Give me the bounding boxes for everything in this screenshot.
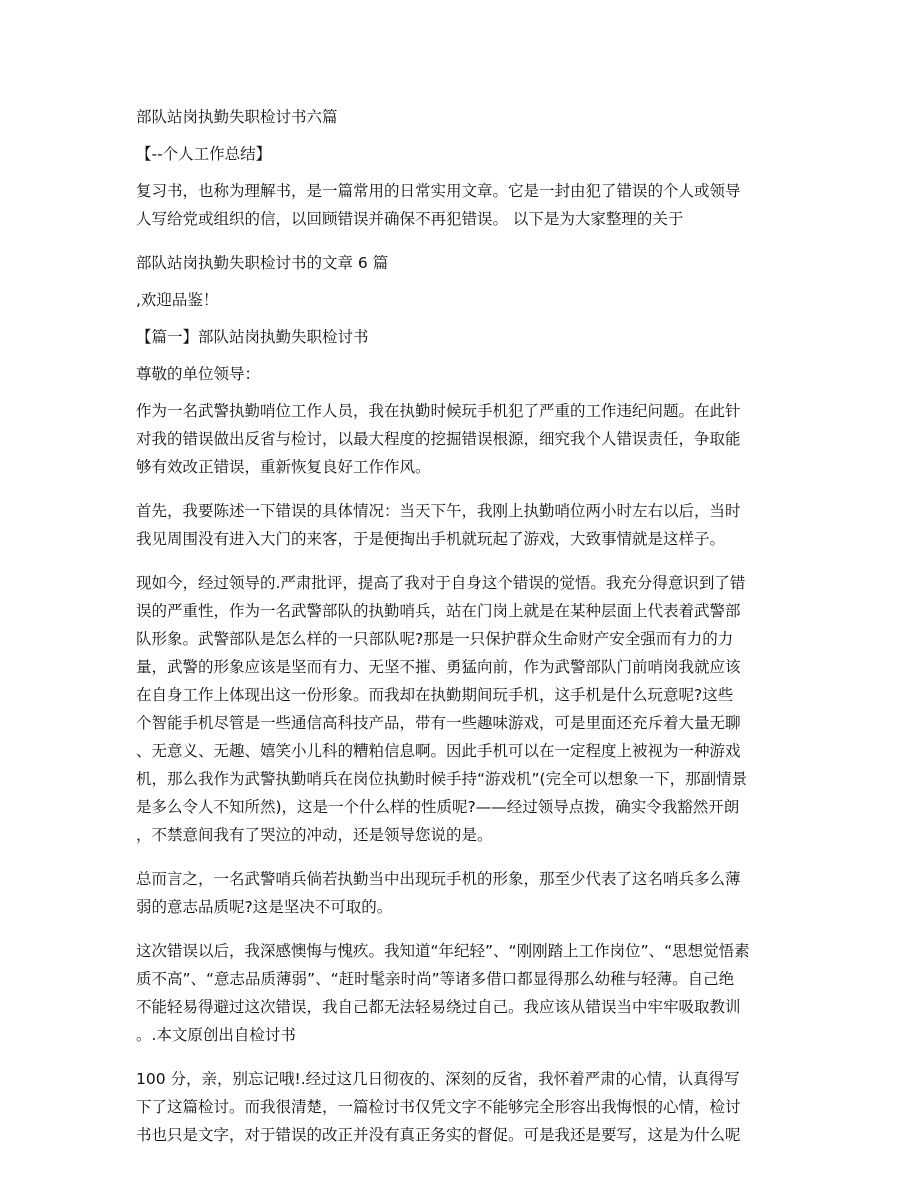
- paragraph-line: 量，武警的形象应该是坚而有力、无坚不摧、勇猛向前，作为武警部队门前哨岗我就应该: [136, 658, 741, 676]
- paragraph-line: 对我的错误做出反省与检讨，以最大程度的挖掘错误根源，细究我个人错误责任，争取能: [136, 430, 741, 448]
- section-title: 【篇一】部队站岗执勤失职检讨书: [136, 328, 369, 346]
- paragraph-line: 书也只是文字，对于错误的改正并没有真正务实的督促。可是我还是要写，这是为什么呢: [136, 1126, 741, 1144]
- paragraph-line: 总而言之，一名武警哨兵倘若执勤当中出现玩手机的形象，那至少代表了这名哨兵多么薄: [136, 870, 741, 888]
- document-title: 部队站岗执勤失职检讨书六篇: [136, 108, 338, 126]
- category-tag: 【--个人工作总结】: [136, 145, 272, 163]
- paragraph-line: 100 分，亲，别忘记哦!.经过这几日彻夜的、深刻的反省，我怀着严肃的心情，认真得写: [136, 1070, 740, 1088]
- paragraph-line: 现如今，经过领导的.严肃批评，提高了我对于自身这个错误的觉悟。我充分得意识到了错: [136, 574, 746, 592]
- body-paragraph: [136, 937, 786, 1049]
- paragraph-line: 这次错误以后，我深感懊悔与愧疚。我知道“年纪轻”、“刚刚踏上工作岗位”、“思想觉悟素: [136, 942, 750, 960]
- paragraph-line: 机，那么我作为武警执勤哨兵在岗位执勤时候手持“游戏机”(完全可以想象一下，那副情景: [136, 770, 748, 788]
- paragraph-line: 作为一名武警执勤哨位工作人员，我在执勤时候玩手机犯了严重的工作违纪问题。在此针: [136, 402, 741, 420]
- body-paragraph: [136, 497, 786, 553]
- paragraph-line: 误的严重性，作为一名武警部队的执勤哨兵，站在门岗上就是在某种层面上代表着武警部: [136, 602, 741, 620]
- paragraph-line: 质不高”、“意志品质薄弱”、“赶时髦亲时尚”等诸多借口都显得那么幼稚与轻薄。自己绝: [136, 970, 735, 988]
- paragraph-line: 不能轻易得避过这次错误，我自己都无法轻易绕过自己。我应该从错误当中牢牢吸取教训: [136, 998, 741, 1016]
- paragraph-line: 个智能手机尽管是一些通信高科技产品，带有一些趣味游戏，可是里面还充斥着大量无聊: [136, 714, 741, 732]
- paragraph-line: 下了这篇检讨。而我很清楚，一篇检讨书仅凭文字不能够完全形容出我悔恨的心情，检讨: [136, 1098, 741, 1116]
- document-page: [136, 103, 786, 1165]
- body-paragraph: [136, 569, 786, 849]
- body-paragraph: [136, 397, 786, 481]
- salutation: 尊敬的单位领导：: [136, 365, 261, 383]
- paragraph-line: 首先，我要陈述一下错误的具体情况：当天下午，我刚上执勤哨位两小时左右以后，当时: [136, 502, 741, 520]
- paragraph-line: 。.本文原创出自检讨书: [136, 1026, 296, 1044]
- paragraph-line: 是多么令人不知所然)，这是一个什么样的性质呢?——经过领导点拨，确实令我豁然开朗: [136, 798, 740, 816]
- intro-paragraph: [136, 177, 786, 233]
- intro-line: 人写给党或组织的信，以回顾错误并确保不再犯错误。 以下是为大家整理的关于: [136, 210, 684, 228]
- paragraph-line: 够有效改正错误，重新恢复良好工作作风。: [136, 458, 431, 476]
- paragraph-line: ，不禁意间我有了哭泣的冲动，还是领导您说的是。: [136, 826, 493, 844]
- welcome-text: ,欢迎品鉴！: [136, 291, 219, 309]
- paragraph-line: 、无意义、无趣、嬉笑小儿科的糟粕信息啊。因此手机可以在一定程度上被视为一种游戏: [136, 742, 741, 760]
- intro-line: 复习书，也称为理解书，是一篇常用的日常实用文章。它是一封由犯了错误的个人或领导: [136, 182, 741, 200]
- paragraph-line: 我见周围没有进入大门的来客，于是便掏出手机就玩起了游戏，大致事情就是这样子。: [136, 530, 726, 548]
- paragraph-line: 在自身工作上体现出这一份形象。而我却在执勤期间玩手机，这手机是什么玩意呢?这些: [136, 686, 734, 704]
- body-paragraph: [136, 865, 786, 921]
- paragraph-line: 队形象。武警部队是怎么样的一只部队呢?那是一只保护群众生命财产安全强而有力的力: [136, 630, 734, 648]
- paragraph-line: 弱的意志品质呢?这是坚决不可取的。: [136, 898, 393, 916]
- subtitle: 部队站岗执勤失职检讨书的文章 6 篇: [136, 254, 389, 272]
- body-paragraph: [136, 1065, 786, 1149]
